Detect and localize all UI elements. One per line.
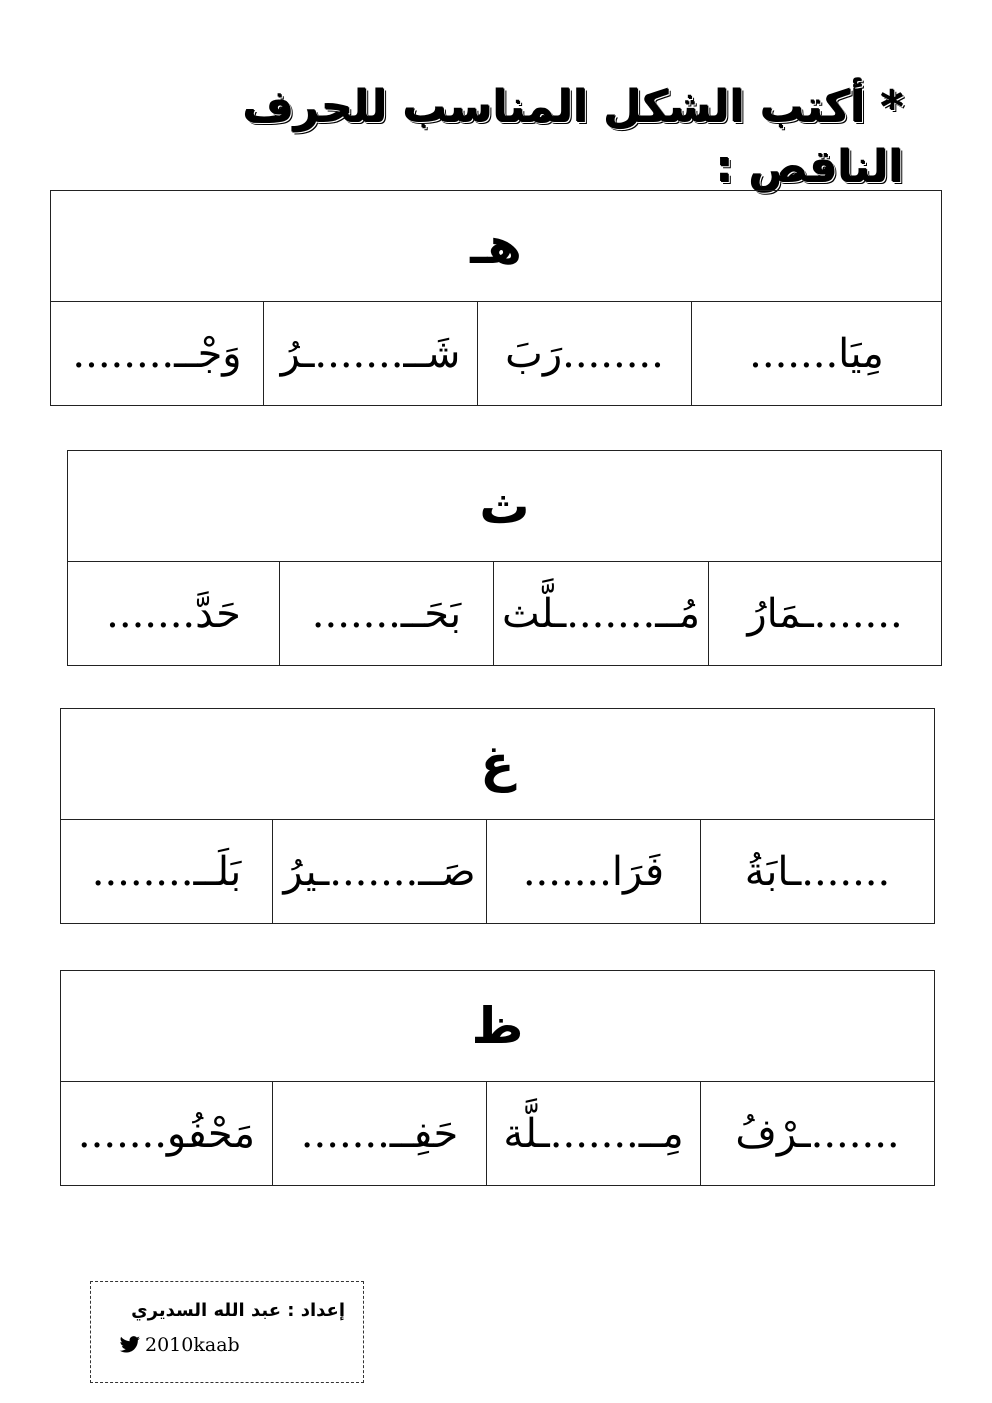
- target-letter: ظ: [61, 971, 934, 1082]
- word-cell: .......ـرْفُ: [700, 1082, 934, 1185]
- word-row: [51, 302, 941, 405]
- word-cell: .......ـابَةُ: [700, 820, 934, 923]
- word-cell: بَلَــ........: [91, 848, 242, 895]
- word-cell: حَفِــ.......: [272, 1082, 486, 1185]
- word-row: [61, 1082, 934, 1185]
- word-row: [61, 820, 934, 923]
- word-cell: صَــ.......ـيرُ: [272, 820, 486, 923]
- word-cell: حَدَّ.......: [106, 590, 241, 637]
- target-letter: ث: [68, 451, 941, 562]
- word-cell: وَجْــ........: [72, 330, 242, 377]
- word-cell: .......ـمَارُ: [708, 562, 941, 665]
- word-cell: فَرَا.......: [486, 820, 700, 923]
- credit-box: [90, 1281, 364, 1383]
- author-credit: إعداد : عبد الله السديري: [131, 1300, 345, 1321]
- word-cell: مِيَا.......: [691, 302, 941, 405]
- target-letter: غ: [61, 709, 934, 820]
- letter-block-2: [67, 450, 942, 666]
- letter-block-1: [50, 190, 942, 406]
- target-letter: هـ: [51, 191, 941, 302]
- twitter-bird-icon: [119, 1336, 141, 1354]
- twitter-handle: [119, 1334, 240, 1356]
- letter-block-3: [60, 708, 935, 924]
- word-cell: بَحَــ.......: [279, 562, 493, 665]
- handle-text: 2010kaab: [145, 1334, 240, 1356]
- word-row: [68, 562, 941, 665]
- worksheet-title: * أكتب الشكل المناسب للحرف الناقص :: [243, 82, 904, 193]
- word-cell: شَــ.......ـرُ: [263, 302, 477, 405]
- word-cell: مِــ.......ـلَّة: [486, 1082, 700, 1185]
- word-cell: مُــ.......ـلَّث: [493, 562, 708, 665]
- word-cell: ........رَبَ: [477, 302, 691, 405]
- word-cell: مَحْفُو.......: [77, 1110, 256, 1157]
- letter-block-4: [60, 970, 935, 1186]
